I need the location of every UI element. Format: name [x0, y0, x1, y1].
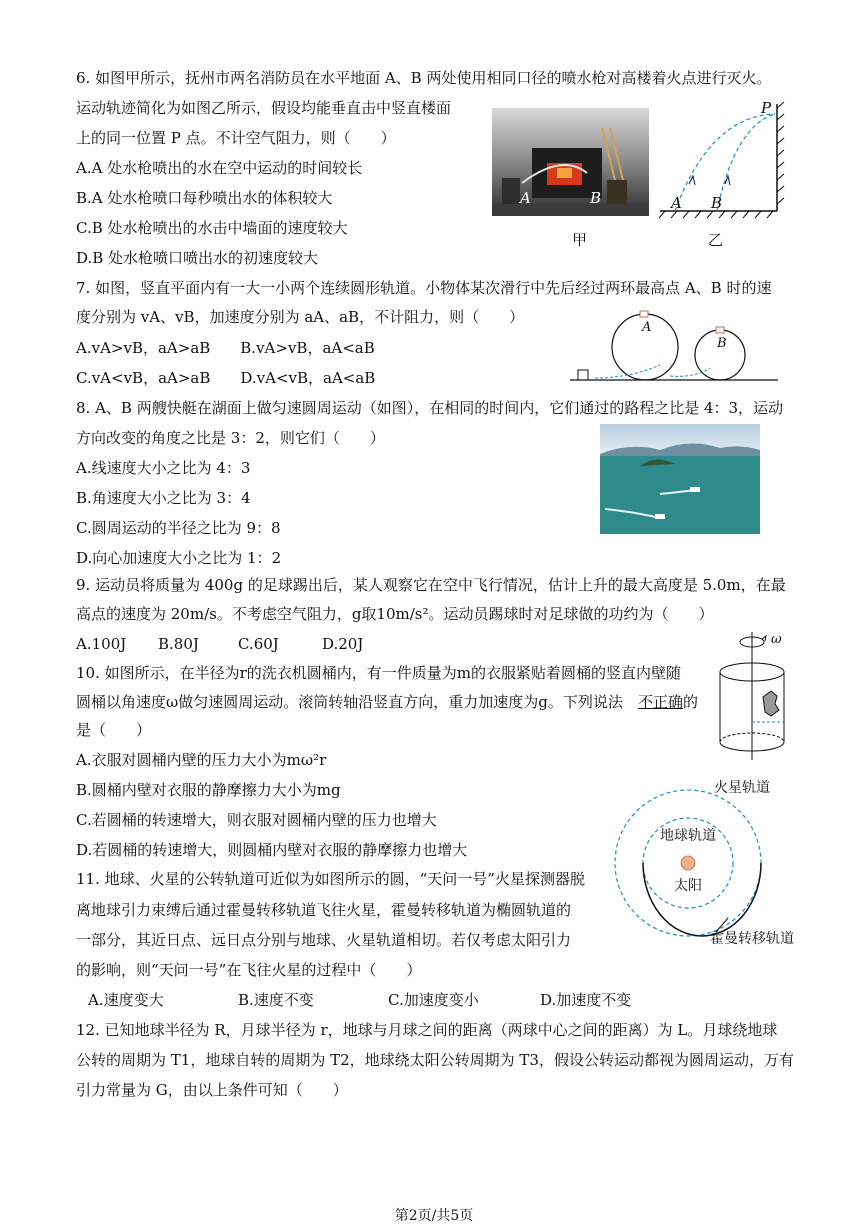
q11-line-1: 11. 地球、火星的公转轨道可近似为如图所示的圆，“天问一号”火星探测器脱	[76, 870, 585, 888]
hohmann-orbit-label: 霍曼转移轨道	[710, 931, 794, 947]
q6-line-3: 上的同一位置 P 点。不计空气阻力，则（ ）	[76, 129, 396, 147]
q12-line-2: 公转的周期为 T1，地球自转的周期为 T2，地球绕太阳公转周期为 T3，假设公转运动都视为圆周运动，万有	[76, 1051, 794, 1069]
q6-option-d: D.B 处水枪喷口喷出水的初速度较大	[76, 249, 319, 267]
q10-option-b: B.圆桶内壁对衣服的静摩擦力大小为mg	[76, 781, 341, 799]
mars-orbit-label: 火星轨道	[714, 780, 770, 796]
q8-option-c: C.圆周运动的半径之比为 9：8	[76, 519, 281, 537]
loop-track-diagram	[570, 310, 780, 385]
q6-option-b: B.A 处水枪喷口每秒喷出水的体积较大	[76, 189, 333, 207]
q8-option-b: B.角速度大小之比为 3：4	[76, 489, 251, 507]
sun-label: 太阳	[674, 878, 702, 894]
q9-line-2: 高点的速度为 20m/s。不考虑空气阻力，g取10m/s²。运动员踢球时对足球做的功约为（ ）	[76, 605, 714, 623]
q10-option-c: C.若圆桶的转速增大，则衣服对圆桶内壁的压力也增大	[76, 811, 437, 829]
q6-option-a: A.A 处水枪喷出的水在空中运动的时间较长	[76, 159, 363, 177]
q12-line-1: 12. 已知地球半径为 R，月球半径为 r，地球与月球之间的距离（两球中心之间的距离）为 L。月球绕地球	[76, 1021, 778, 1039]
q7-option-cd: C.vA<vB，aA>aB D.vA<vB，aA<aB	[76, 369, 376, 387]
q9-option-d: D.20J	[322, 635, 364, 653]
q10-emphasis: 不正确	[638, 693, 684, 711]
q6-line-1: 6. 如图甲所示，抚州市两名消防员在水平地面 A、B 两处使用相同口径的喷水枪对高楼着火点进行灭火。	[76, 69, 772, 87]
trajectory-diagram	[655, 96, 795, 221]
label-b: B	[711, 194, 723, 212]
q10-line-1: 10. 如图所示，在半径为r的洗衣机圆桶内，有一件质量为m的衣服紧贴着圆桶的竖直内壁随	[76, 664, 682, 682]
lake-boats-photo	[600, 424, 760, 534]
label-p: P	[761, 99, 772, 117]
q10-option-a: A.衣服对圆桶内壁的压力大小为mω²r	[76, 751, 327, 769]
fig-caption-yi: 乙	[708, 231, 724, 249]
q10-line-2-part2: 的	[683, 693, 699, 711]
q8-option-a: A.线速度大小之比为 4：3	[76, 459, 251, 477]
omega-label: ω	[771, 632, 782, 647]
q8-option-d: D.向心加速度大小之比为 1：2	[76, 549, 282, 567]
q7-line-1: 7. 如图，竖直平面内有一大一小两个连续圆形轨道。小物体某次滑行中先后经过两环最高点 A、B 时的速	[76, 279, 772, 297]
loop-label-a: A	[642, 320, 652, 335]
q10-option-d: D.若圆桶的转速增大，则圆桶内壁对衣服的静摩擦力也增大	[76, 841, 468, 859]
earth-orbit-label: 地球轨道	[660, 828, 716, 844]
q8-line-2: 方向改变的角度之比是 3：2，则它们（ ）	[76, 429, 385, 447]
orbit-diagram	[608, 778, 818, 953]
label-a: A	[671, 194, 682, 212]
q11-line-4: 的影响，则“天问一号”在飞往火星的过程中（ ）	[76, 961, 422, 979]
q11-option-b: B.速度不变	[238, 991, 314, 1009]
q11-line-3: 一部分，其近日点、远日点分别与地球、火星轨道相切。若仅考虑太阳引力	[76, 931, 572, 949]
q8-line-1: 8. A、B 两艘快艇在湖面上做匀速圆周运动（如图），在相同的时间内，它们通过的路程之比是 4：3，运动	[76, 399, 784, 417]
loop-label-b: B	[717, 336, 727, 351]
q9-option-b: B.80J	[158, 635, 199, 653]
q9-option-c: C.60J	[238, 635, 279, 653]
q9-option-a: A.100J	[76, 635, 127, 653]
washer-drum-diagram	[715, 632, 790, 762]
q7-option-ab: A.vA>vB，aA>aB B.vA>vB，aA<aB	[76, 339, 375, 357]
q10-line-2-part1: 圆桶以角速度ω做匀速圆周运动。滚筒转轴沿竖直方向，重力加速度为g。下列说法	[76, 693, 623, 711]
q11-option-d: D.加速度不变	[540, 991, 632, 1009]
fig-caption-jia: 甲	[572, 231, 588, 249]
photo-label-b: B	[590, 189, 602, 207]
firefighter-photo	[492, 108, 649, 216]
q6-line-2: 运动轨迹简化为如图乙所示，假设均能垂直击中竖直楼面	[76, 99, 452, 117]
q7-line-2: 度分别为 vA、vB，加速度分别为 aA、aB，不计阻力，则（ ）	[76, 308, 525, 326]
q11-line-2: 离地球引力束缚后通过霍曼转移轨道飞往火星，霍曼转移轨道为椭圆轨道的	[76, 901, 572, 919]
q11-option-c: C.加速度变小	[388, 991, 479, 1009]
q6-option-c: C.B 处水枪喷出的水击中墙面的速度较大	[76, 219, 348, 237]
page-footer: 第2页/共5页	[394, 1208, 474, 1224]
q12-line-3: 引力常量为 G，由以上条件可知（ ）	[76, 1081, 348, 1099]
q10-line-3: 是（ ）	[76, 721, 152, 739]
q9-line-1: 9. 运动员将质量为 400g 的足球踢出后，某人观察它在空中飞行情况，估计上升的最大高度是 5.0m，在最	[76, 576, 786, 594]
photo-label-a: A	[520, 189, 531, 207]
q11-option-a: A.速度变大	[88, 991, 164, 1009]
